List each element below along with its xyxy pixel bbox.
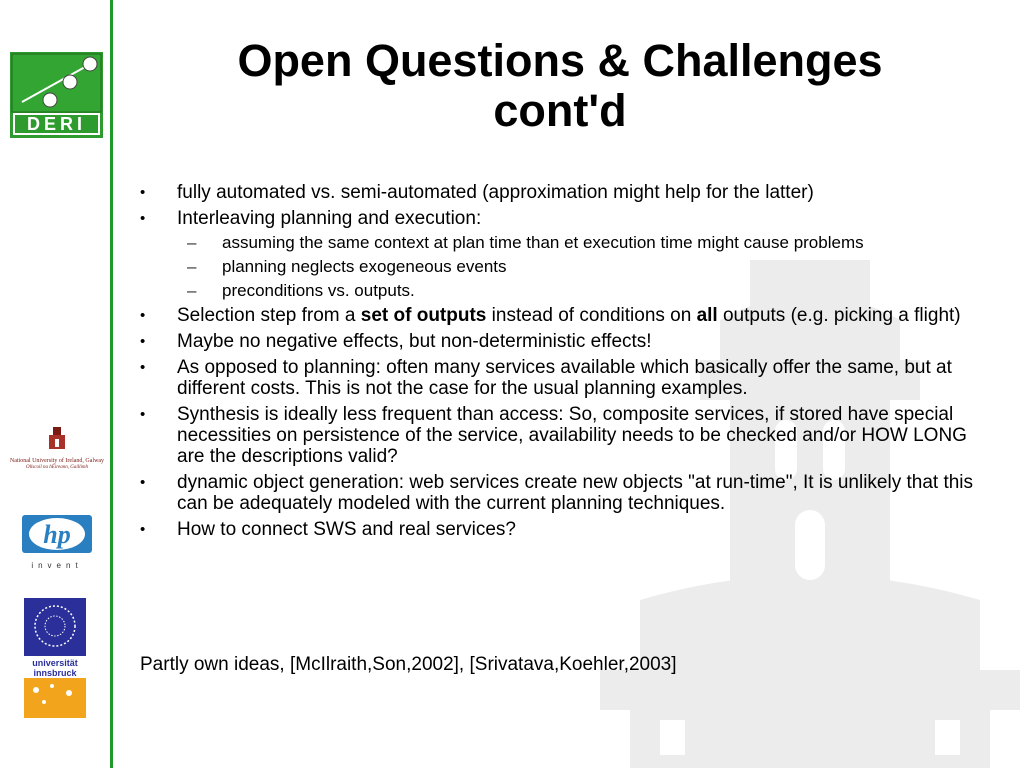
sub-bullet-item xyxy=(177,281,990,300)
galway-name-irish: Ollscoil na hÉireann, Gaillimh xyxy=(25,465,89,470)
bullet-text-bold: all xyxy=(696,305,718,326)
innsbruck-logo xyxy=(24,598,86,718)
slide-body xyxy=(140,182,990,545)
bullet-text: dynamic object generation: web services create new objects "at run-time", It is unlikely that this can be adequately modeled with the current planning techniques. xyxy=(177,472,974,514)
slide-title xyxy=(150,36,970,136)
bullet-text: As opposed to planning: often many services available which basically offer the same, but at different costs. This is not the case for the usual planning examples. xyxy=(177,357,952,399)
bullet-dot-icon: • xyxy=(140,406,146,423)
bullet-text: Maybe no negative effects, but non-deterministic effects! xyxy=(177,331,652,352)
sub-bullet-list xyxy=(177,233,990,300)
dash-icon: – xyxy=(187,233,197,252)
sub-bullet-item xyxy=(177,233,990,252)
bullet-text-part: Selection step from a xyxy=(177,305,361,326)
bullet-item xyxy=(140,208,990,300)
bullet-text: Interleaving planning and execution: xyxy=(177,208,482,229)
slide-title-line1: Open Questions & Challenges xyxy=(237,35,883,86)
bullet-item xyxy=(140,331,990,352)
deri-logo-text: DERI xyxy=(26,114,87,134)
bullet-text-bold: set of outputs xyxy=(360,305,487,326)
dash-icon: – xyxy=(187,257,197,276)
bullet-dot-icon: • xyxy=(140,521,146,538)
bullet-text: Synthesis is ideally less frequent than access: So, composite services, if stored have special necessities on persistence of the service, availability needs to be checked and/or HOW LONG are the descriptions valid? xyxy=(177,404,967,467)
sub-bullet-item xyxy=(177,257,990,276)
dash-icon: – xyxy=(187,281,197,300)
sidebar-divider xyxy=(110,0,113,768)
bullet-text: fully automated vs. semi-automated (approximation might help for the latter) xyxy=(177,182,814,203)
bullet-item xyxy=(140,472,990,514)
galway-crest-icon xyxy=(45,425,69,453)
slide-title-line2: cont'd xyxy=(493,85,627,136)
innsbruck-logo-line2: innsbruck xyxy=(33,668,77,678)
innsbruck-logo-line1: universität xyxy=(32,658,78,668)
bullet-dot-icon: • xyxy=(140,474,146,491)
deri-logo xyxy=(10,52,103,138)
bullet-text-part: outputs (e.g. picking a flight) xyxy=(717,305,961,326)
hp-logo xyxy=(20,513,94,573)
sub-bullet-text: planning neglects exogeneous events xyxy=(222,257,507,276)
sub-bullet-text: assuming the same context at plan time than et execution time might cause problems xyxy=(222,233,864,252)
bullet-dot-icon: • xyxy=(140,210,146,227)
bullet-item xyxy=(140,305,990,326)
bullet-dot-icon: • xyxy=(140,307,146,324)
bullet-item xyxy=(140,519,990,540)
bullet-dot-icon: • xyxy=(140,184,146,201)
bullet-item xyxy=(140,404,990,467)
bullet-item xyxy=(140,182,990,203)
bullet-list xyxy=(140,182,990,540)
bullet-item xyxy=(140,357,990,399)
bullet-dot-icon: • xyxy=(140,333,146,350)
galway-logo xyxy=(4,425,110,473)
galway-name: National University of Ireland, Galway xyxy=(9,458,105,464)
bullet-dot-icon: • xyxy=(140,359,146,376)
hp-logo-tagline: invent xyxy=(31,561,83,570)
bullet-text-part: instead of conditions on xyxy=(486,305,697,326)
references-text: Partly own ideas, [McIlraith,Son,2002], [Srivatava,Koehler,2003] xyxy=(140,654,677,675)
sub-bullet-text: preconditions vs. outputs. xyxy=(222,281,415,300)
bullet-text: How to connect SWS and real services? xyxy=(177,519,516,540)
hp-logo-mark: hp xyxy=(43,520,71,549)
